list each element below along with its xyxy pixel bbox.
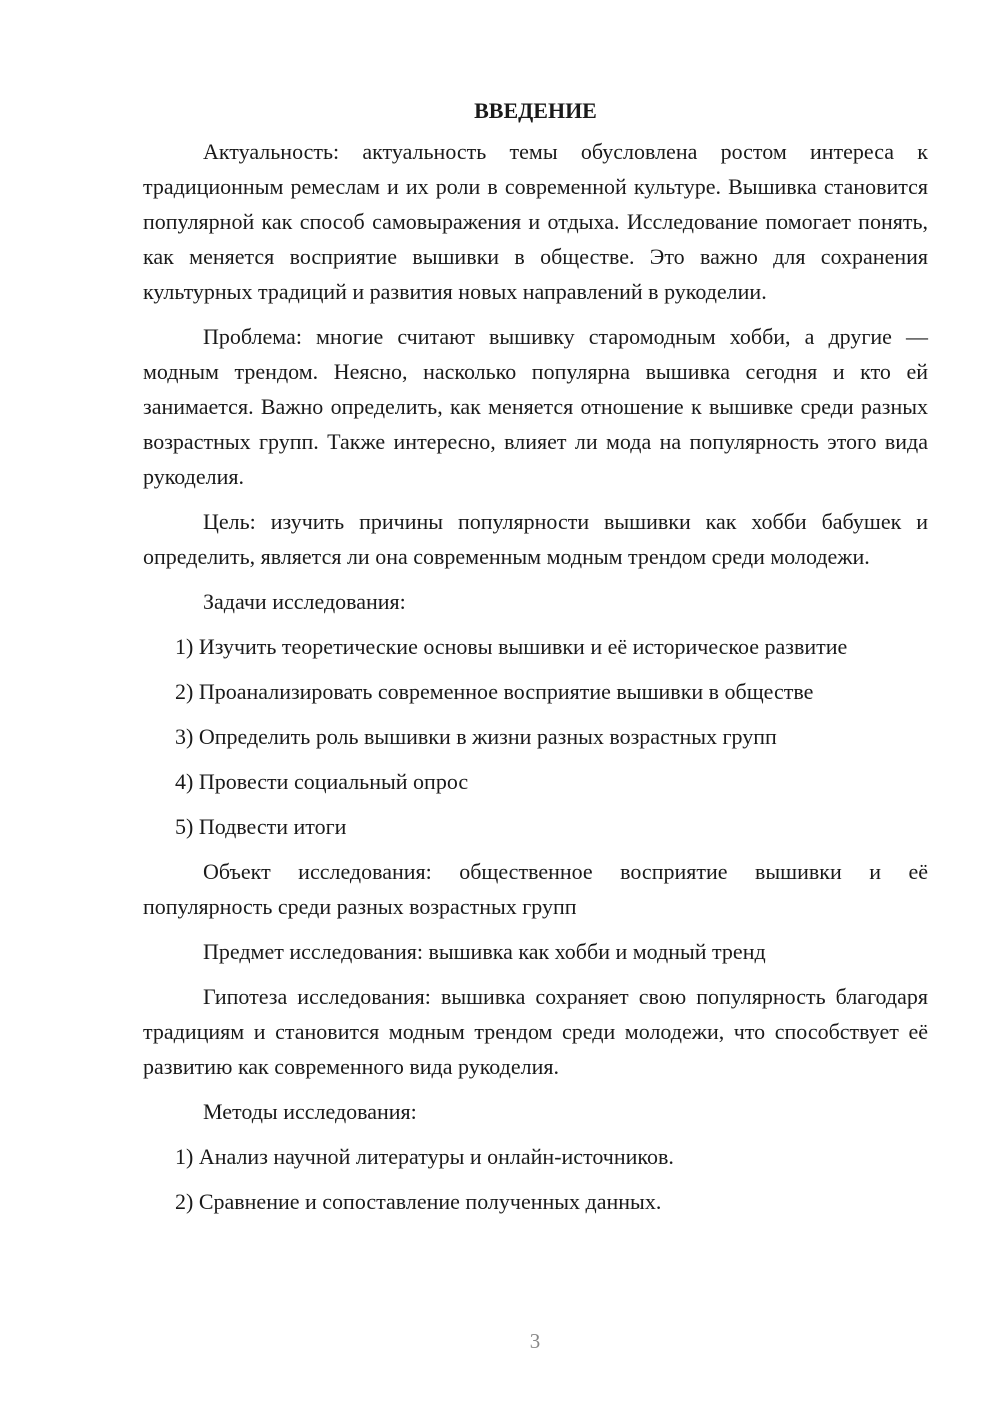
- hypothesis-paragraph: Гипотеза исследования: вышивка сохраняет свою популярность благодаря традициям и становится модным трендом среди молодежи, что способствует её развитию как современного вида рукоделия.: [143, 984, 928, 1079]
- method-item: 1) Анализ научной литературы и онлайн-источников.: [175, 1144, 674, 1169]
- problem-paragraph: Проблема: многие считают вышивку старомодным хобби, а другие — модным трендом. Неясно, насколько популярна вышивка сегодня и кто ей занимается. Важно определить, как меняется отношение к вышивке среди разных возрастных групп. Также интересно, влияет ли мода на популярность этого вида рукоделия.: [143, 324, 928, 489]
- page-number: 3: [529, 1329, 541, 1353]
- tasks-list: [143, 629, 928, 844]
- document-page: [143, 93, 928, 1229]
- task-item: 1) Изучить теоретические основы вышивки и её историческое развитие: [175, 634, 848, 659]
- relevance-paragraph: Актуальность: актуальность темы обусловлена ростом интереса к традиционным ремеслам и их роли в современной культуре. Вышивка становится популярной как способ самовыражения и отдыха. Исследование помогает понять, как меняется восприятие вышивки в обществе. Это важно для сохранения культурных традиций и развития новых направлений в рукоделии.: [143, 139, 928, 304]
- tasks-title: Задачи исследования:: [203, 589, 406, 614]
- task-item: 2) Проанализировать современное восприятие вышивки в обществе: [175, 679, 814, 704]
- object-paragraph: Объект исследования: общественное восприятие вышивки и её популярность среди разных возрастных групп: [143, 859, 928, 919]
- method-item: 2) Сравнение и сопоставление полученных данных.: [175, 1189, 662, 1214]
- subject-paragraph: Предмет исследования: вышивка как хобби и модный тренд: [203, 939, 766, 964]
- task-item: 5) Подвести итоги: [175, 814, 347, 839]
- methods-list: [143, 1139, 928, 1219]
- goal-paragraph: Цель: изучить причины популярности вышивки как хобби бабушек и определить, является ли она современным модным трендом среди молодежи.: [143, 509, 928, 569]
- task-item: 4) Провести социальный опрос: [175, 769, 469, 794]
- section-heading: ВВЕДЕНИЕ: [474, 98, 597, 123]
- task-item: 3) Определить роль вышивки в жизни разных возрастных групп: [175, 724, 777, 749]
- methods-title: Методы исследования:: [203, 1099, 417, 1124]
